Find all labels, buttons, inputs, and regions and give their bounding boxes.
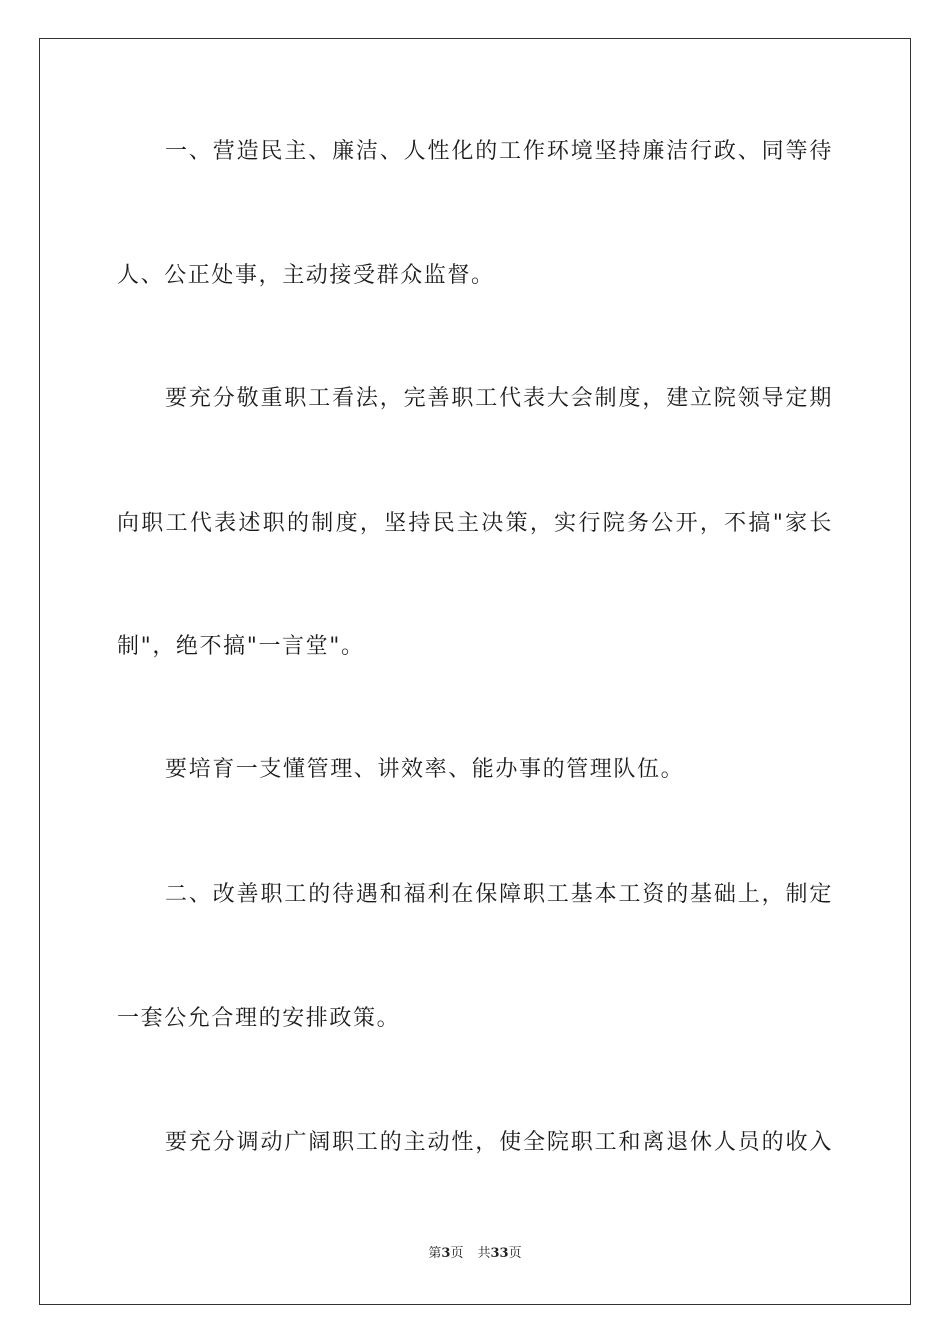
paragraph-5-line-1: 要充分调动广阔职工的主动性，使全院职工和离退休人员的收入 <box>165 1130 833 1155</box>
total-suffix: 页 <box>508 1246 522 1261</box>
page-suffix: 页 <box>450 1246 464 1261</box>
paragraph-1-line-1: 一、营造民主、廉洁、人性化的工作环境坚持廉洁行政、同等待 <box>165 139 833 164</box>
page-number: 3 <box>441 1246 451 1261</box>
paragraph-3-line-1: 要培育一支懂管理、讲效率、能办事的管理队伍。 <box>165 757 685 782</box>
paragraph-2-line-1: 要充分敬重职工看法，完善职工代表大会制度，建立院领导定期 <box>165 386 833 411</box>
paragraph-4-line-2: 一套公允合理的安排政策。 <box>117 1006 401 1031</box>
total-prefix: 共 <box>477 1246 491 1261</box>
paragraph-4-line-1: 二、改善职工的待遇和福利在保障职工基本工资的基础上，制定 <box>165 882 833 907</box>
paragraph-2-line-3: 制"，绝不搞"一言堂"。 <box>117 634 365 659</box>
page-footer <box>0 1245 950 1263</box>
paragraph-1-line-2: 人、公正处事，主动接受群众监督。 <box>117 263 495 288</box>
paragraph-2-line-2: 向职工代表述职的制度，坚持民主决策，实行院务公开，不搞"家长 <box>117 511 833 536</box>
page-border <box>39 38 911 1305</box>
total-pages: 33 <box>490 1246 509 1261</box>
page-prefix: 第 <box>428 1246 442 1261</box>
